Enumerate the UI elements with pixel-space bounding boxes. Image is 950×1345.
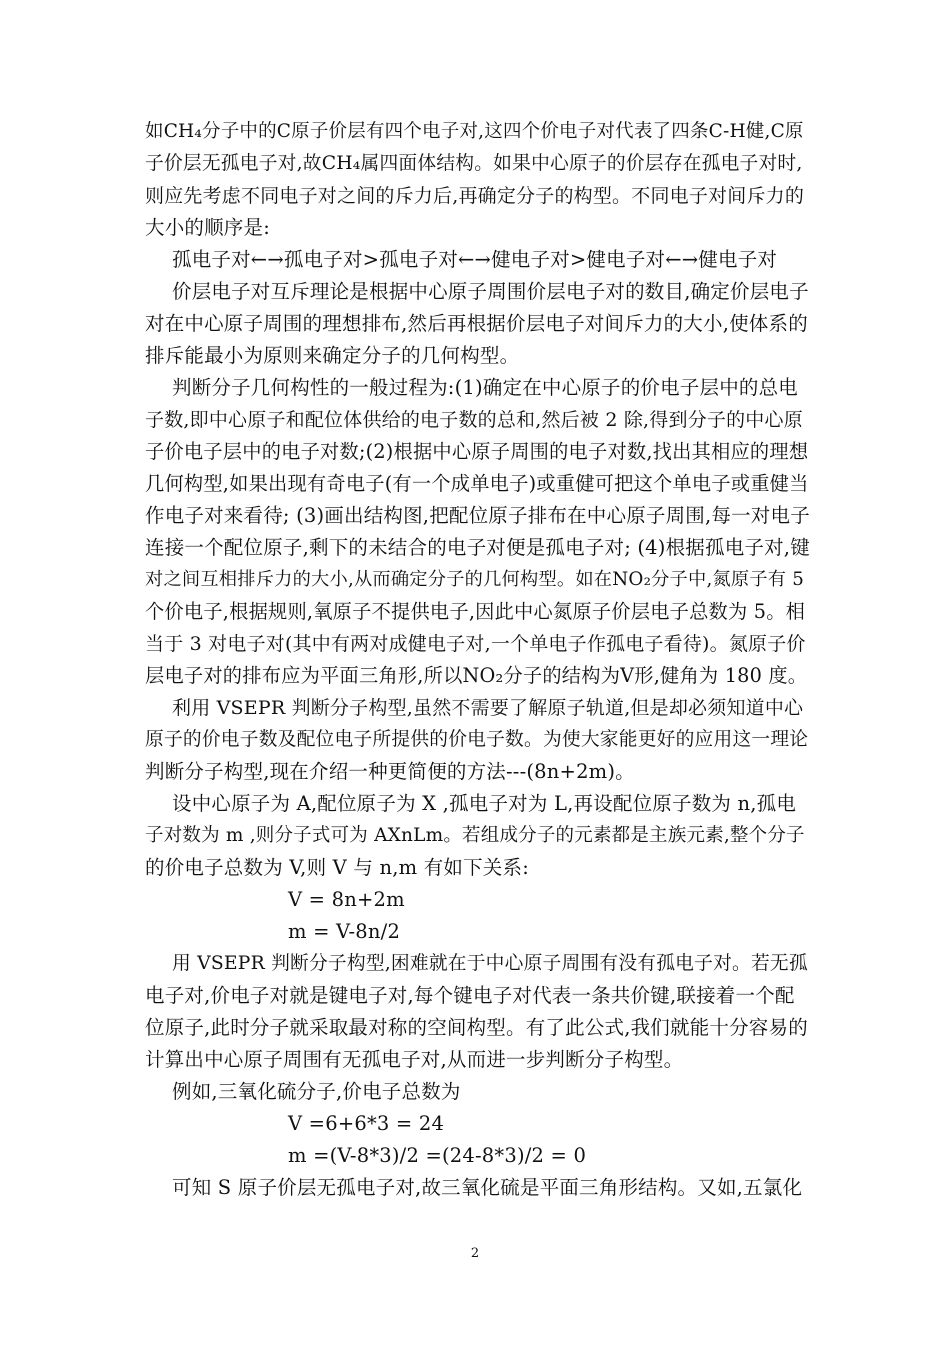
text-line: 当于 3 对电子对(其中有两对成健电子对,一个单电子作孤电子看待)。氮原子价	[145, 633, 806, 655]
formula-line: V =6+6*3 = 24	[288, 1112, 445, 1135]
formula-line: V = 8n+2m	[288, 888, 405, 911]
text-line: 层电子对的排布应为平面三角形,所以NO₂分子的结构为V形,健角为 180 度。	[145, 664, 808, 687]
text-line: 判断分子构型,现在介绍一种更简便的方法---(8n+2m)。	[145, 760, 635, 783]
text-line: 排斥能最小为原则来确定分子的几何构型。	[145, 344, 520, 367]
paragraph-start: 价层电子对互斥理论是根据中心原子周围价层电子对的数目,确定价层电子	[172, 280, 809, 303]
formula-line: m = V-8n/2	[288, 920, 401, 943]
paragraph-start: 判断分子几何构性的一般过程为:(1)确定在中心原子的价电子层中的总电	[172, 376, 798, 399]
paragraph-start: 例如,三氧化硫分子,价电子总数为	[172, 1080, 461, 1103]
paragraph-start: 可知 S 原子价层无孤电子对,故三氧化硫是平面三角形结构。又如,五氯化	[172, 1176, 803, 1199]
paragraph-start: 设中心原子为 A,配位原子为 X ,孤电子对为 L,再设配位原子数为 n,孤电	[172, 792, 797, 815]
text-line: 则应先考虑不同电子对之间的斥力后,再确定分子的构型。不同电子对间斥力的	[145, 185, 805, 207]
paragraph-start: 利用 VSEPR 判断分子构型,虽然不需要了解原子轨道,但是却必须知道中心	[172, 697, 804, 719]
text-line: 作电子对来看待; (3)画出结构图,把配位原子排布在中心原子周围,每一对电子	[145, 504, 810, 527]
formula-line: m =(V-8*3)/2 =(24-8*3)/2 = 0	[288, 1144, 587, 1167]
text-line: 子价层无孤电子对,故CH₄属四面体结构。如果中心原子的价层存在孤电子对时,	[145, 153, 803, 174]
repulsion-order-line: 孤电子对←→孤电子对>孤电子对←→健电子对>健电子对←→健电子对	[172, 248, 778, 271]
text-line: 位原子,此时分子就采取最对称的空间构型。有了此公式,我们就能十分容易的	[145, 1016, 808, 1039]
text-line: 的价电子总数为 V,则 V 与 n,m 有如下关系:	[145, 856, 529, 879]
paragraph-start: 用 VSEPR 判断分子构型,困难就在于中心原子周围有没有孤电子对。若无孤	[172, 953, 808, 974]
text-line: 原子的价电子数及配位电子所提供的价电子数。为使大家能更好的应用这一理论	[145, 729, 809, 750]
page-number: 2	[470, 1246, 480, 1261]
text-line: 个价电子,根据规则,氧原子不提供电子,因此中心氮原子价层电子总数为 5。相	[145, 600, 806, 623]
text-line: 电子对,价电子对就是键电子对,每个键电子对代表一条共价键,联接着一个配	[145, 984, 795, 1007]
text-line: 子对数为 m ,则分子式可为 AXnLm。若组成分子的元素都是主族元素,整个分子	[145, 825, 805, 846]
text-line: 对之间互相排斥力的大小,从而确定分子的几何构型。如在NO₂分子中,氮原子有 5	[145, 569, 805, 590]
text-line: 大小的顺序是:	[145, 216, 270, 239]
text-line: 几何构型,如果出现有奇电子(有一个成单电子)或重健可把这个单电子或重健当	[145, 472, 809, 495]
text-line: 计算出中心原子周围有无孤电子对,从而进一步判断分子构型。	[145, 1048, 684, 1071]
text-line: 对在中心原子周围的理想排布,然后再根据价层电子对间斥力的大小,使体系的	[145, 312, 808, 335]
text-line: 连接一个配位原子,剩下的未结合的电子对便是孤电子对; (4)根据孤电子对,键	[145, 536, 810, 559]
text-line: 子价电子层中的电子对数;(2)根据中心原子周围的电子对数,找出其相应的理想	[145, 440, 809, 463]
text-line: 如CH₄分子中的C原子价层有四个电子对,这四个价电子对代表了四条C-H健,C原	[145, 121, 804, 142]
text-line: 子数,即中心原子和配位体供给的电子数的总和,然后被 2 除,得到分子的中心原	[145, 409, 803, 431]
